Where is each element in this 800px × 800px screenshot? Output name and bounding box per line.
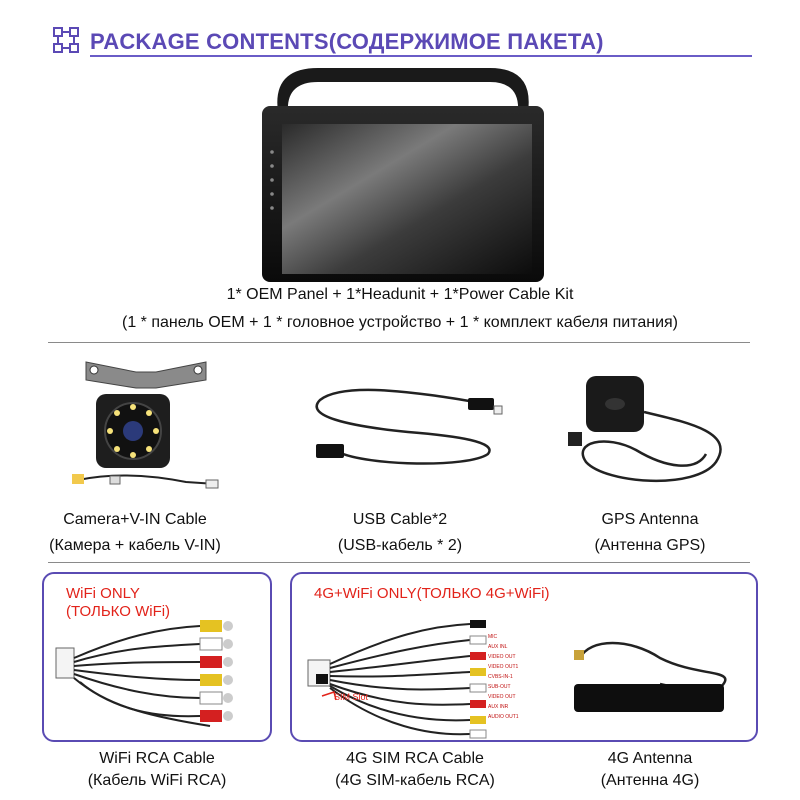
port-label: MIC	[488, 634, 498, 640]
gps-antenna-image	[566, 372, 746, 502]
usb-cable-image	[308, 382, 518, 474]
camera-image	[66, 352, 226, 502]
wifi-rca-cable-image	[50, 618, 260, 736]
4g-antenna-image	[560, 628, 750, 728]
divider	[48, 342, 750, 343]
port-label: SUB-OUT	[488, 684, 511, 690]
4g-antenna-caption-ru: (Антенна 4G)	[600, 772, 700, 789]
package-grid-icon	[52, 26, 80, 54]
main-product-caption-ru: (1 * панель OEM + 1 * головное устройство + 1 * комплект кабеля питания)	[121, 314, 678, 331]
port-label: AUDIO OUT1	[488, 714, 519, 720]
title-underline	[90, 55, 752, 57]
4g-sim-rca-caption-ru: (4G SIM-кабель RCA)	[335, 772, 495, 789]
port-label: AUX INR	[488, 704, 509, 710]
wifi-only-label: WiFi ONLY	[66, 585, 140, 602]
sim-slot-label: SIM Slot	[334, 692, 369, 702]
camera-caption-ru: (Камера + кабель V-IN)	[49, 537, 221, 554]
wifi-rca-caption-ru: (Кабель WiFi RCA)	[87, 772, 227, 789]
gps-caption: GPS Antenna	[601, 511, 699, 528]
port-label: VIDEO OUT	[488, 654, 516, 660]
4g-sim-rca-caption: 4G SIM RCA Cable	[346, 750, 484, 767]
wifi-only-label-ru: (ТОЛЬКО WiFi)	[66, 603, 171, 620]
port-label: VIDEO OUT1	[488, 664, 519, 670]
page-title: PACKAGE CONTENTS(СОДЕРЖИМОЕ ПАКЕТА)	[90, 29, 604, 54]
divider	[48, 562, 750, 563]
port-label: CVBS-IN-1	[488, 674, 513, 680]
wifi-rca-caption: WiFi RCA Cable	[99, 750, 215, 767]
usb-caption-ru: (USB-кабель * 2)	[337, 537, 463, 554]
main-product-caption: 1* OEM Panel + 1*Headunit + 1*Power Cable Kit	[226, 286, 574, 303]
port-label: AUX INL	[488, 644, 508, 650]
camera-caption: Camera+V-IN Cable	[63, 511, 207, 528]
port-labels	[488, 632, 528, 722]
section-header	[52, 26, 752, 58]
port-label: VIDEO OUT	[488, 694, 516, 700]
4g-antenna-caption: 4G Antenna	[607, 750, 693, 767]
usb-caption: USB Cable*2	[352, 511, 448, 528]
gps-caption-ru: (Антенна GPS)	[594, 537, 706, 554]
4g-wifi-only-label: 4G+WiFi ONLY(ТОЛЬКО 4G+WiFi)	[314, 585, 550, 602]
head-unit-image	[258, 62, 548, 286]
